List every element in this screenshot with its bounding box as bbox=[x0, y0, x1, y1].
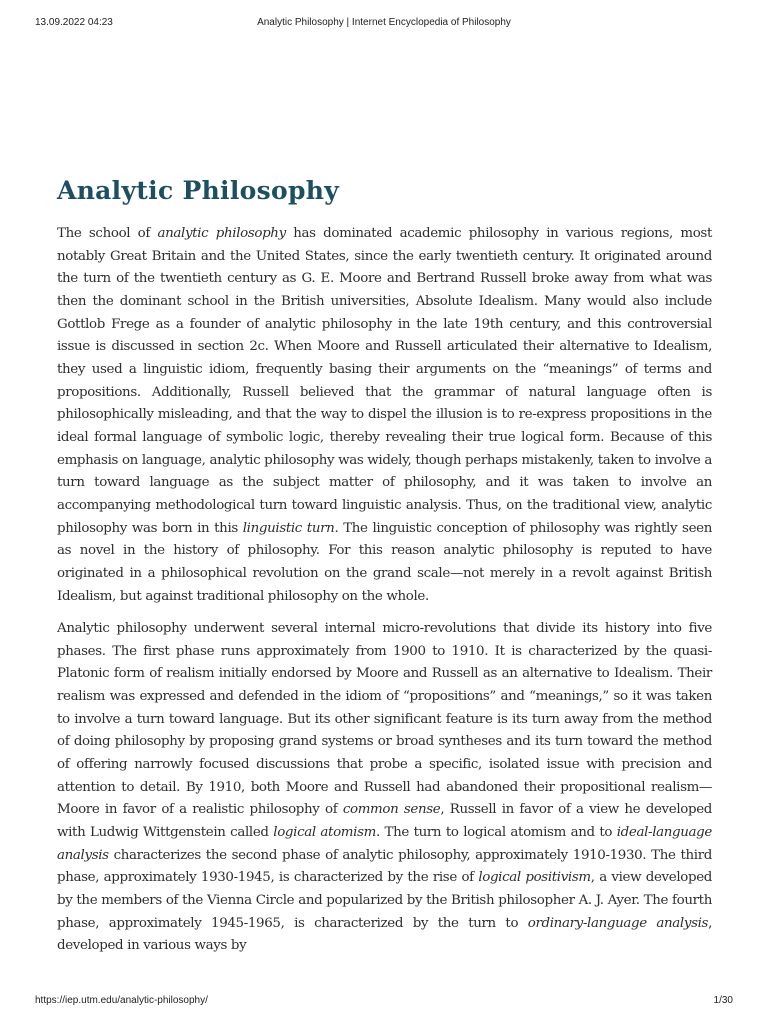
print-url: https://iep.utm.edu/analytic-philosophy/ bbox=[35, 995, 208, 1006]
paragraph-2: Analytic philosophy underwent several internal micro-revolutions that divide its history into five phases. The first phase runs approximately from 1900 to 1910. It is characterized by the quasi-Platonic form of realism initially endorsed by Moore and Russell as an alternative to Idealism. Their realism was expressed and defended in the idiom of “propositions” and “meanings,” so it was taken to involve a turn toward language. But its other significant feature is its turn away from the method of doing philosophy by proposing grand systems or broad syntheses and its turn toward the method of offering narrowly focused discussions that probe a specific, isolated issue with precision and attention to detail. By 1910, both Moore and Russell had abandoned their propositional realism—Moore in favor of a realistic philosophy of common sense, Russell in favor of a view he developed with Ludwig Wittgenstein called logical atomism. The turn to logical atomism and to ideal-language analysis characterizes the second phase of analytic philosophy, approximately 1910-1930. The third phase, approximately 1930-1945, is characterized by the rise of logical positivism, a view developed by the members of the Vienna Circle and popularized by the British philosopher A. J. Ayer. The fourth phase, approximately 1945-1965, is characterized by the turn to ordinary-language analysis, developed in various ways by bbox=[57, 621, 712, 954]
term-common-sense: common sense bbox=[342, 802, 441, 818]
print-page-title: Analytic Philosophy | Internet Encyclopedia of Philosophy bbox=[257, 17, 511, 28]
term-linguistic-turn: linguistic turn bbox=[242, 520, 335, 536]
paragraph-1: The school of analytic philosophy has dominated academic philosophy in various regions, most notably Great Britain and the United States, since the early twentieth century. It originated around the turn of the twentieth century as G. E. Moore and Bertrand Russell broke away from what was then the dominant school in the British universities, Absolute Idealism. Many would also include Gottlob Frege as a founder of analytic philosophy in the late 19th century, and this controversial issue is discussed in section 2c. When Moore and Russell articulated their alternative to Idealism, they used a linguistic idiom, frequently basing their arguments on the “meanings” of terms and propositions. Additionally, Russell believed that the grammar of natural language often is philosophically misleading, and that the way to dispel the illusion is to re-express propositions in the ideal formal language of symbolic logic, thereby revealing their true logical form. Because of this emphasis on language, analytic philosophy was widely, though perhaps mistakenly, taken to involve a turn toward language as the subject matter of philosophy, and it was taken to involve an accompanying methodological turn toward linguistic analysis. Thus, on the traditional view, analytic philosophy was born in this linguistic turn. The linguistic conception of philosophy was rightly seen as novel in the history of philosophy. For this reason analytic philosophy is reputed to have originated in a philosophical revolution on the grand scale—not merely in a revolt against British Idealism, but against traditional philosophy on the whole. bbox=[57, 226, 712, 604]
term-logical-atomism: logical atomism bbox=[273, 824, 376, 840]
term-ordinary-language-analysis: ordinary-language analysis bbox=[527, 915, 709, 931]
term-logical-positivism: logical positivism bbox=[478, 870, 591, 886]
page-number: 1/30 bbox=[713, 995, 733, 1006]
term-analytic-philosophy: analytic philosophy bbox=[157, 226, 286, 241]
print-datetime: 13.09.2022 04:23 bbox=[35, 17, 113, 28]
article-title: Analytic Philosophy bbox=[57, 176, 340, 205]
term-ideal-language-analysis: ideal-language analysis bbox=[57, 824, 712, 863]
